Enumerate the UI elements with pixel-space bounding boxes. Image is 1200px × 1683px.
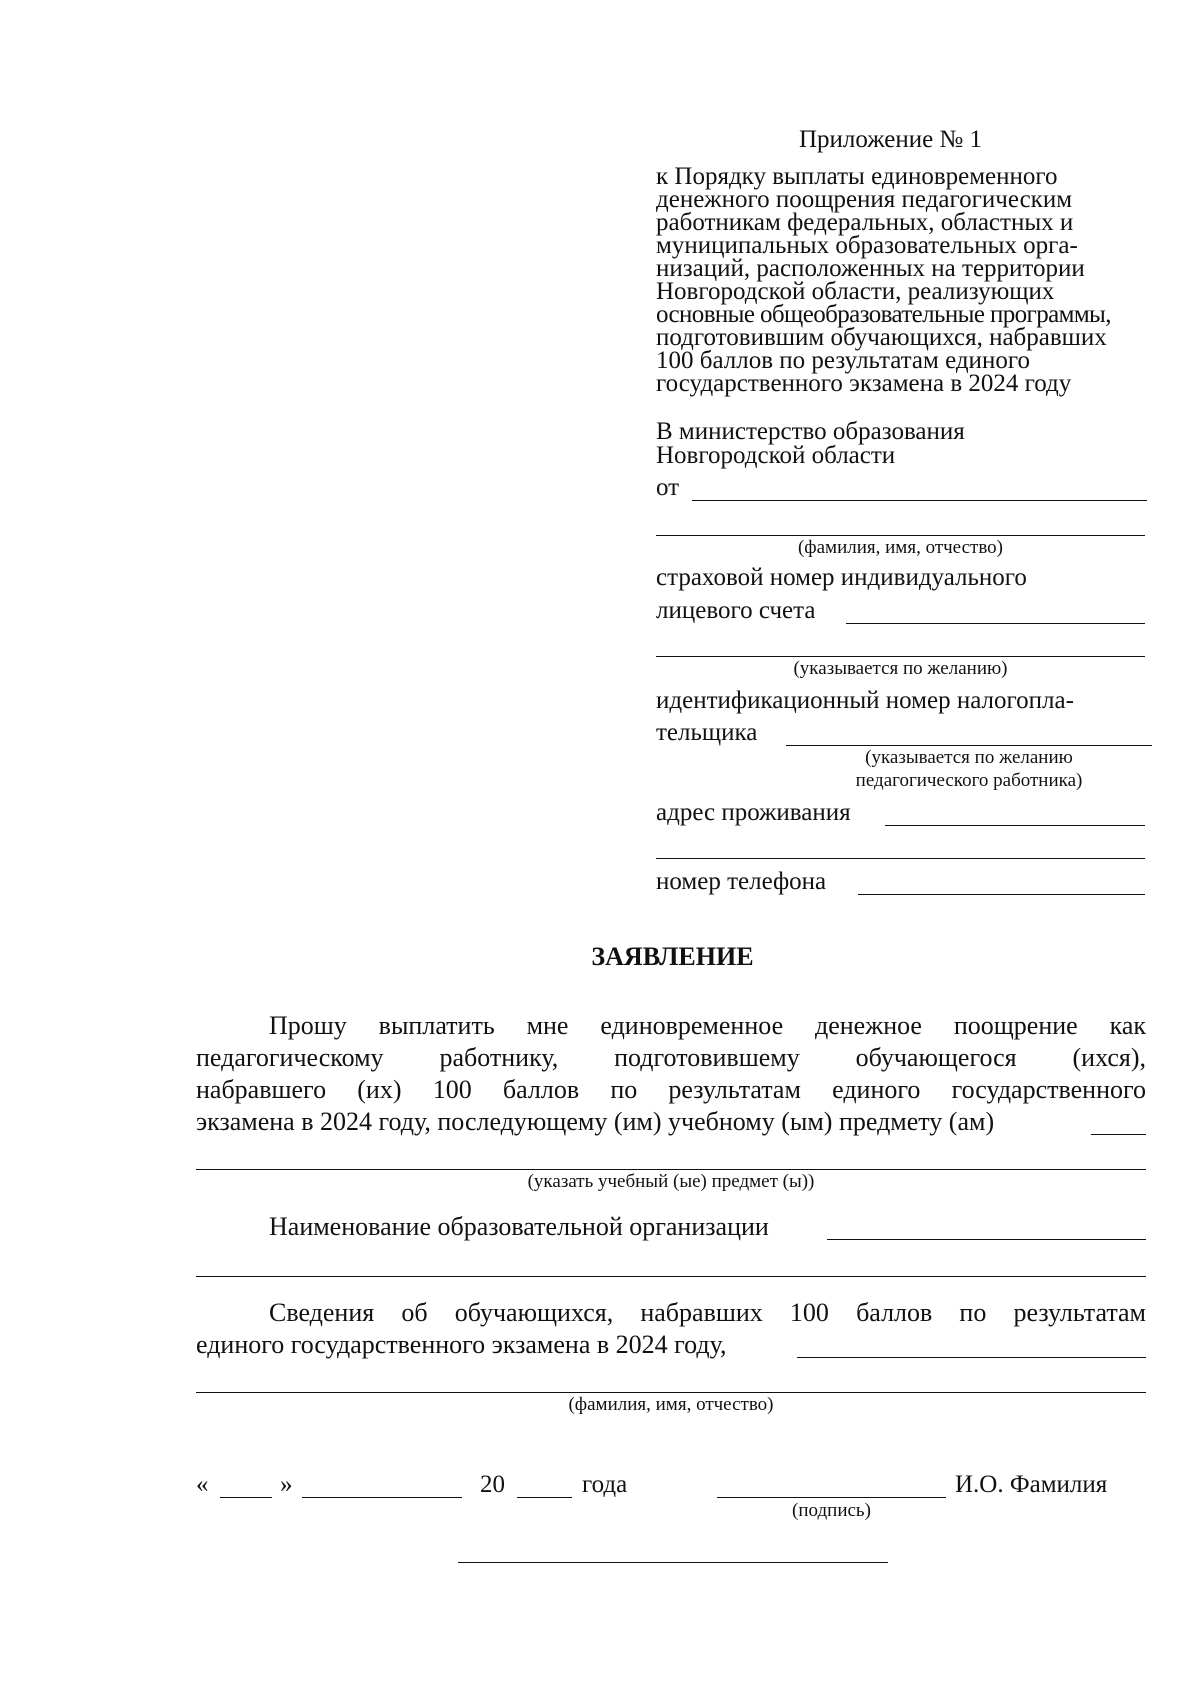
fio-field-line-2[interactable] [656, 535, 1145, 536]
students-line-2: единого государственного экзамена в 2024 году, [196, 1330, 727, 1359]
students-field-line-1[interactable] [797, 1357, 1146, 1358]
order-line-9: 100 баллов по результатам единого [656, 347, 1030, 374]
inn-caption-line-1: (указывается по желанию [865, 747, 1073, 768]
statement-para1-line-1: Прошу выплатить мне единовременное денежное поощрение как [269, 1011, 1146, 1040]
students-caption: (фамилия, имя, отчество) [568, 1394, 774, 1415]
statement-para1-line-3: набравшего (их) 100 баллов по результатам единого государственного [196, 1075, 1146, 1104]
signature-field-line[interactable] [717, 1497, 946, 1498]
date-quote-open: « [196, 1471, 209, 1498]
inn-caption-line-2: педагогического работника) [855, 770, 1083, 791]
snils-field-line-2[interactable] [656, 656, 1145, 657]
snils-label-line-1: страховой номер индивидуального [656, 564, 1027, 591]
date-year-suffix: года [582, 1471, 628, 1498]
signature-caption: (подпись) [792, 1500, 871, 1521]
order-line-6: Новгородской области, реализующих [656, 278, 1055, 305]
statement-title: ЗАЯВЛЕНИЕ [591, 942, 754, 971]
students-line-1: Сведения об обучающихся, набравших 100 баллов по результатам [269, 1298, 1146, 1327]
order-line-10: государственного экзамена в 2024 году [656, 370, 1072, 397]
subject-field-line-1[interactable] [1091, 1134, 1146, 1135]
snils-label-line-2: лицевого счета [656, 597, 816, 624]
date-quote-close: » [280, 1471, 293, 1498]
from-label: от [656, 474, 680, 501]
order-line-2: денежного поощрения педагогическим [656, 186, 1073, 213]
org-field-line-1[interactable] [827, 1239, 1146, 1240]
appendix-title: Приложение № 1 [799, 126, 983, 153]
statement-para1-line-4: экзамена в 2024 году, последующему (им) учебному (ым) предмету (ам) [196, 1107, 995, 1136]
order-line-5: низаций, расположенных на территории [656, 255, 1085, 282]
snils-field-line-1[interactable] [846, 623, 1145, 624]
address-field-line-1[interactable] [885, 825, 1145, 826]
date-day-field[interactable] [220, 1497, 272, 1498]
addressee-line-2: Новгородской области [656, 442, 896, 469]
signer-name: И.О. Фамилия [955, 1471, 1108, 1498]
statement-para1-line-2: педагогическому работнику, подготовившему обучающегося (ихся), [196, 1043, 1146, 1072]
students-field-line-2[interactable] [196, 1392, 1146, 1393]
order-line-7: основные общеобразовательные программы, [656, 301, 1111, 328]
fio-caption: (фамилия, имя, отчество) [797, 537, 1003, 558]
order-line-3: работникам федеральных, областных и [656, 209, 1074, 236]
address-label: адрес проживания [656, 799, 851, 826]
bottom-divider-line [458, 1562, 888, 1563]
order-line-8: подготовившим обучающихся, набравших [656, 324, 1107, 351]
order-line-1: к Порядку выплаты единовременного [656, 163, 1058, 190]
org-field-line-2[interactable] [196, 1276, 1146, 1277]
date-year-prefix: 20 [480, 1471, 505, 1498]
subject-caption: (указать учебный (ые) предмет (ы)) [527, 1171, 815, 1192]
inn-label-line-1: идентификационный номер налогопла- [656, 687, 1074, 714]
order-line-4: муниципальных образовательных орга- [656, 232, 1078, 259]
inn-label-line-2: тельщика [656, 719, 758, 746]
addressee-line-1: В министерство образования [656, 418, 965, 445]
subject-field-line-2[interactable] [196, 1169, 1146, 1170]
date-year-field[interactable] [517, 1497, 572, 1498]
phone-label: номер телефона [656, 868, 827, 895]
fio-field-line-1[interactable] [692, 500, 1147, 501]
phone-field-line[interactable] [858, 894, 1145, 895]
inn-field-line[interactable] [786, 745, 1152, 746]
address-field-line-2[interactable] [656, 858, 1145, 859]
snils-caption: (указывается по желанию) [793, 658, 1008, 679]
org-label: Наименование образовательной организации [269, 1212, 769, 1241]
date-month-field[interactable] [302, 1497, 462, 1498]
